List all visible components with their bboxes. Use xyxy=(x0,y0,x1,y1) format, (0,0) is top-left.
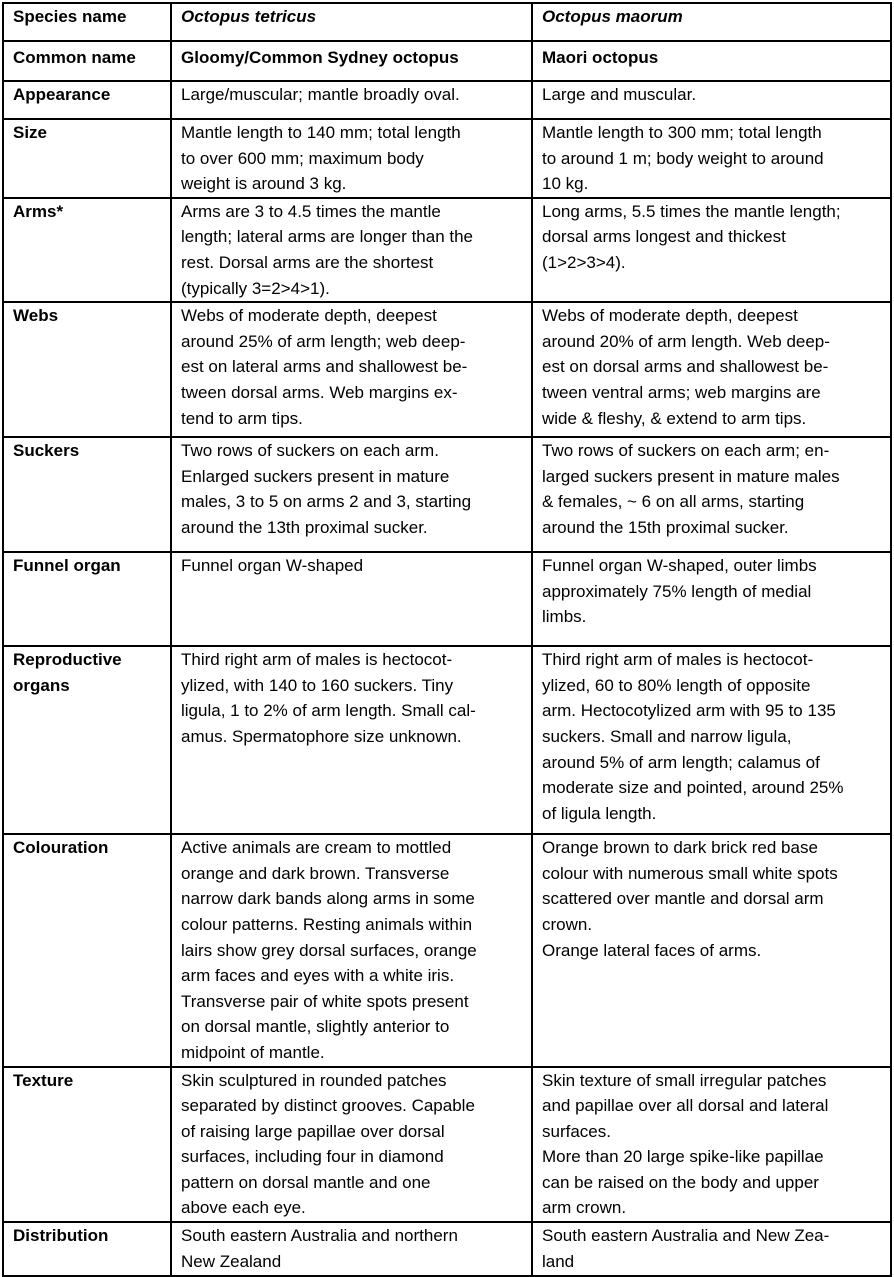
text-line: Third right arm of males is hectocot- xyxy=(542,650,814,670)
text-line: Funnel organ W-shaped, outer limbs xyxy=(542,556,817,576)
size-label xyxy=(3,119,171,198)
text-line: Orange brown to dark brick red base xyxy=(542,838,818,858)
distribution-row xyxy=(3,1222,891,1276)
common-name-row xyxy=(3,41,891,81)
funnel-organ-species-2 xyxy=(532,552,891,646)
text-line: moderate size and pointed, around 25% xyxy=(542,778,844,798)
text-line: amus. Spermatophore size unknown. xyxy=(181,726,462,746)
text-line: rest. Dorsal arms are the shortest xyxy=(181,252,434,272)
text-line: pattern on dorsal mantle and one xyxy=(181,1172,431,1192)
text-line: wide & fleshy, & extend to arm tips. xyxy=(542,408,807,428)
text-line: Active animals are cream to mottled xyxy=(181,838,452,858)
text-line: South eastern Australia and New Zea- xyxy=(542,1226,830,1246)
species-name-row xyxy=(3,3,891,41)
text-line: Two rows of suckers on each arm; en- xyxy=(542,441,830,461)
text-line: 10 kg. xyxy=(542,174,589,194)
text-line: to over 600 mm; maximum body xyxy=(181,148,424,168)
text-line: Distribution xyxy=(13,1226,109,1246)
text-line: Long arms, 5.5 times the mantle length; xyxy=(542,201,841,221)
text-line: of ligula length. xyxy=(542,803,657,823)
text-line: can be raised on the body and upper xyxy=(542,1172,819,1192)
text-line: around 20% of arm length. Web deep- xyxy=(542,331,830,351)
reproductive-organs-row xyxy=(3,646,891,834)
text-line: Transverse pair of white spots present xyxy=(181,991,469,1011)
distribution-label xyxy=(3,1222,171,1276)
suckers-row xyxy=(3,437,891,552)
text-line: males, 3 to 5 on arms 2 and 3, starting xyxy=(181,492,472,512)
text-line: Webs of moderate depth, deepest xyxy=(181,306,437,326)
text-line: Colouration xyxy=(13,838,109,858)
arms-species-2 xyxy=(532,198,891,302)
text-line: approximately 75% length of medial xyxy=(542,581,812,601)
colouration-row xyxy=(3,834,891,1066)
colouration-species-1 xyxy=(171,834,532,1066)
species-1-name: Octopus tetricus xyxy=(171,3,532,41)
text-line: weight is around 3 kg. xyxy=(181,174,347,194)
text-line: Texture xyxy=(13,1070,74,1090)
colouration-species-2 xyxy=(532,834,891,1066)
text-line: colour with numerous small white spots xyxy=(542,863,838,883)
size-row xyxy=(3,119,891,198)
text-line: scattered over mantle and dorsal arm xyxy=(542,889,824,909)
text-line: narrow dark bands along arms in some xyxy=(181,889,475,909)
text-line: arm. Hectocotylized arm with 95 to 135 xyxy=(542,701,836,721)
text-line: length; lateral arms are longer than the xyxy=(181,227,474,247)
text-line: larged suckers present in mature males xyxy=(542,466,840,486)
species-2-name: Octopus maorum xyxy=(532,3,891,41)
text-line: Enlarged suckers present in mature xyxy=(181,466,450,486)
texture-species-2 xyxy=(532,1067,891,1223)
texture-row xyxy=(3,1067,891,1223)
colouration-label xyxy=(3,834,171,1066)
arms-species-1 xyxy=(171,198,532,302)
size-species-1 xyxy=(171,119,532,198)
text-line: Two rows of suckers on each arm. xyxy=(181,441,439,461)
text-line: tween dorsal arms. Web margins ex- xyxy=(181,382,458,402)
text-line: organs xyxy=(13,675,70,695)
text-line: around the 15th proximal sucker. xyxy=(542,517,789,537)
text-line: More than 20 large spike-like papillae xyxy=(542,1147,824,1167)
common-name-label: Common name xyxy=(3,41,171,81)
text-line: Size xyxy=(13,123,48,142)
webs-species-2 xyxy=(532,302,891,437)
distribution-species-2 xyxy=(532,1222,891,1276)
suckers-label xyxy=(3,437,171,552)
webs-row xyxy=(3,302,891,437)
text-line: land xyxy=(542,1251,575,1271)
species-name-label: Species name xyxy=(3,3,171,41)
text-line: tend to arm tips. xyxy=(181,408,303,428)
text-line: Large and muscular. xyxy=(542,85,697,104)
suckers-species-1 xyxy=(171,437,532,552)
text-line: Third right arm of males is hectocot- xyxy=(181,650,453,670)
text-line: of raising large papillae over dorsal xyxy=(181,1121,445,1141)
text-line: Webs of moderate depth, deepest xyxy=(542,306,798,326)
text-line: above each eye. xyxy=(181,1198,306,1218)
text-line: Mantle length to 300 mm; total length xyxy=(542,123,822,142)
text-line: Funnel organ xyxy=(13,556,121,576)
texture-label xyxy=(3,1067,171,1223)
reproductive-organs-species-1 xyxy=(171,646,532,834)
funnel-organ-row xyxy=(3,552,891,646)
text-line: suckers. Small and narrow ligula, xyxy=(542,726,792,746)
text-line: around 5% of arm length; calamus of xyxy=(542,752,820,772)
appearance-species-1 xyxy=(171,81,532,119)
text-line: Arms* xyxy=(13,201,64,221)
text-line: Arms are 3 to 4.5 times the mantle xyxy=(181,201,441,221)
text-line: & females, ~ 6 on all arms, starting xyxy=(542,492,805,512)
text-line: est on lateral arms and shallowest be- xyxy=(181,357,468,377)
text-line: Orange lateral faces of arms. xyxy=(542,940,762,960)
text-line: Reproductive xyxy=(13,650,122,670)
appearance-row xyxy=(3,81,891,119)
text-line: Skin texture of small irregular patches xyxy=(542,1070,827,1090)
reproductive-organs-label xyxy=(3,646,171,834)
text-line: Mantle length to 140 mm; total length xyxy=(181,123,461,142)
text-line: arm faces and eyes with a white iris. xyxy=(181,966,455,986)
text-line: crown. xyxy=(542,914,593,934)
text-line: orange and dark brown. Transverse xyxy=(181,863,450,883)
text-line: separated by distinct grooves. Capable xyxy=(181,1096,475,1116)
text-line: Large/muscular; mantle broadly oval. xyxy=(181,85,460,104)
text-line: midpoint of mantle. xyxy=(181,1042,325,1062)
text-line: Funnel organ W-shaped xyxy=(181,556,364,576)
text-line: est on dorsal arms and shallowest be- xyxy=(542,357,829,377)
text-line: ligula, 1 to 2% of arm length. Small cal- xyxy=(181,701,476,721)
text-line: around the 13th proximal sucker. xyxy=(181,517,428,537)
species-comparison-table xyxy=(2,2,892,1277)
texture-species-1 xyxy=(171,1067,532,1223)
text-line: surfaces. xyxy=(542,1121,611,1141)
text-line: Appearance xyxy=(13,85,111,104)
text-line: dorsal arms longest and thickest xyxy=(542,227,786,247)
webs-species-1 xyxy=(171,302,532,437)
text-line: ylized, with 140 to 160 suckers. Tiny xyxy=(181,675,454,695)
text-line: (1>2>3>4). xyxy=(542,252,626,272)
appearance-species-2 xyxy=(532,81,891,119)
text-line: around 25% of arm length; web deep- xyxy=(181,331,466,351)
text-line: limbs. xyxy=(542,607,587,627)
webs-label xyxy=(3,302,171,437)
size-species-2 xyxy=(532,119,891,198)
text-line: colour patterns. Resting animals within xyxy=(181,914,473,934)
reproductive-organs-species-2 xyxy=(532,646,891,834)
text-line: (typically 3=2>4>1). xyxy=(181,278,330,298)
text-line: lairs show grey dorsal surfaces, orange xyxy=(181,940,477,960)
text-line: New Zealand xyxy=(181,1251,282,1271)
arms-row xyxy=(3,198,891,302)
text-line: South eastern Australia and northern xyxy=(181,1226,458,1246)
text-line: arm crown. xyxy=(542,1198,627,1218)
text-line: surfaces, including four in diamond xyxy=(181,1147,444,1167)
text-line: Suckers xyxy=(13,441,80,461)
species-1-common-name: Gloomy/Common Sydney octopus xyxy=(171,41,532,81)
arms-label xyxy=(3,198,171,302)
funnel-organ-label xyxy=(3,552,171,646)
funnel-organ-species-1 xyxy=(171,552,532,646)
text-line: Webs xyxy=(13,306,59,326)
text-line: ylized, 60 to 80% length of opposite xyxy=(542,675,811,695)
text-line: to around 1 m; body weight to around xyxy=(542,148,824,168)
text-line: tween ventral arms; web margins are xyxy=(542,382,821,402)
species-2-common-name: Maori octopus xyxy=(532,41,891,81)
text-line: and papillae over all dorsal and lateral xyxy=(542,1096,829,1116)
text-line: Skin sculptured in rounded patches xyxy=(181,1070,447,1090)
distribution-species-1 xyxy=(171,1222,532,1276)
appearance-label xyxy=(3,81,171,119)
suckers-species-2 xyxy=(532,437,891,552)
text-line: on dorsal mantle, slightly anterior to xyxy=(181,1017,450,1037)
